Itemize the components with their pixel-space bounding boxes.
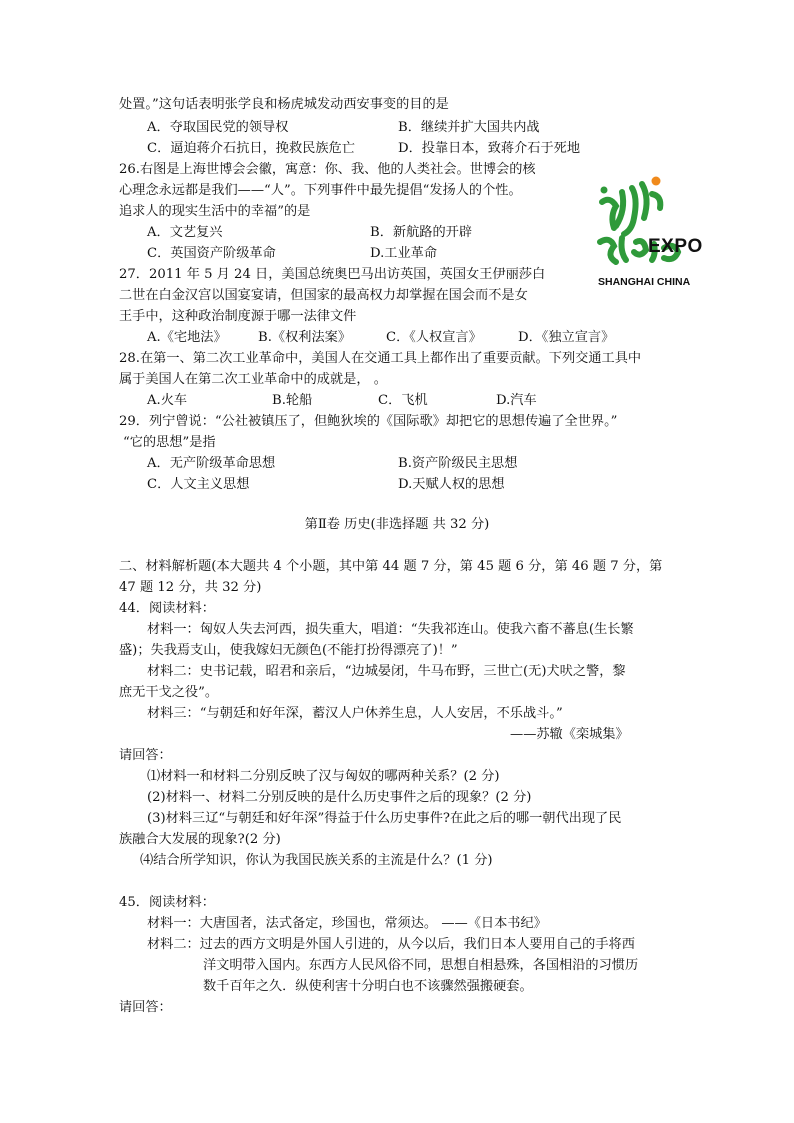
q44-subquestion-3-line1: (3)材料三辽“与朝廷和好年深”得益于什么历史事件?在此之后的哪一朝代出现了民 [147,811,622,826]
q29-option-b: B.资产阶级民主思想 [398,456,518,471]
q44-subquestion-1: ⑴材料一和材料二分别反映了汉与匈奴的哪两种关系？(2 分) [147,769,500,784]
q27-option-b: B.《权利法案》 [258,330,352,345]
q45-material2-line1: 材料二：过去的西方文明是外国人引进的，从今以后，我们日本人要用自己的手将西 [147,937,635,952]
logo-caption: SHANGHAI CHINA [598,276,691,288]
q26-option-a: A．文艺复兴 [147,225,223,240]
q44-material1-line1: 材料一：匈奴人失去河西，损失重大，唱道：“失我祁连山。使我六畜不蕃息(生长繁 [147,622,634,637]
q29-stem-line1: 29．列宁曾说：“公社被镇压了，但鲍狄埃的《国际歌》却把它的思想传遍了全世界。” [119,414,618,429]
q28-option-c: C．飞机 [378,393,428,408]
q44-material3-source: ——苏辙《栾城集》 [510,727,629,742]
q45-material2-line2: 洋文明带入国内。东西方人民风俗不同，思想自相悬殊，各国相沿的习惯历 [203,958,639,973]
part-two-heading: 第Ⅱ卷 历史(非选择题 共 32 分) [304,517,490,532]
q27-option-a: A.《宅地法》 [147,330,227,345]
q28-option-a: A.火车 [147,393,188,408]
q29-stem-line2: “它的思想”是指 [123,435,216,450]
expo-2010-logo [592,172,704,296]
q44-label: 44．阅读材料： [119,601,215,616]
q28-stem-line1: 28.在第一、第二次工业革命中，美国人在交通工具上都作出了重要贡献。下列交通工具中 [119,351,642,366]
q28-option-d: D.汽车 [496,393,537,408]
q26-stem-line2: 心理念永远都是我们——“人”。下列事件中最先提倡“发扬人的个性。 [119,183,522,198]
q45-material2-line3: 数千百年之久．纵使利害十分明白也不该骤然强搬硬套。 [203,979,533,994]
section-heading-line2: 47 题 12 分，共 32 分) [119,580,262,595]
q44-material2-line1: 材料二：史书记载，昭君和亲后，“边城晏闭，牛马布野，三世亡(无)犬吠之警，黎 [147,664,626,679]
q28-option-b: B.轮船 [272,393,313,408]
q45-material1: 材料一：大唐国者，法式备定，珍国也，常须达。 ——《日本书纪》 [147,916,547,931]
q28-stem-line2: 属于美国人在第二次工业革命中的成就是， 。 [119,372,387,387]
q26-option-d: D.工业革命 [370,246,438,261]
q25-option-a: A．夺取国民党的领导权 [147,120,289,135]
q29-option-c: C．人文主义思想 [147,477,250,492]
q29-option-a: A．无产阶级革命思想 [147,456,276,471]
logo-expo-text: EXPO [648,236,703,257]
q44-material3: 材料三：“与朝廷和好年深，蓄汉人户休养生息，人人安居，不乐战斗。” [147,706,563,721]
q27-option-c: C．《人权宣言》 [386,330,482,345]
q25-option-c: C．逼迫蒋介石抗日，挽救民族危亡 [147,141,355,156]
q44-material2-line2: 庶无干戈之役”。 [119,685,219,700]
q27-stem-line3: 王手中，这种政治制度源于哪一法律文件 [119,309,357,324]
q27-stem-line1: 27．2011 年 5 月 24 日，美国总统奥巴马出访英国，英国女王伊丽莎白 [119,267,546,282]
q44-answer-prompt: 请回答： [119,748,172,763]
q25-stem-tail: 处置。”这句话表明张学良和杨虎城发动西安事变的目的是 [119,97,449,112]
q25-option-b: B．继续并扩大国共内战 [398,120,540,135]
q26-option-b: B．新航路的开辟 [370,225,473,240]
q45-label: 45．阅读材料： [119,895,215,910]
q44-material1-line2: 盛)；失我焉支山，使我嫁妇无颜色(不能打扮得漂亮了)！” [119,643,458,658]
q26-option-c: C．英国资产阶级革命 [147,246,276,261]
q27-option-d: D．《独立宣言》 [518,330,615,345]
section-heading-line1: 二、材料解析题(本大题共 4 个小题，其中第 44 题 7 分，第 45 题 6 分，第 46 题 7 分，第 [119,559,663,574]
q29-option-d: D.天赋人权的思想 [398,477,505,492]
q27-stem-line2: 二世在白金汉宫以国宴宴请，但国家的最高权力却掌握在国会而不是女 [119,288,528,303]
q26-stem-line3: 追求人的现实生活中的幸福”的是 [119,204,311,219]
q44-subquestion-3-line2: 族融合大发展的现象?(2 分) [119,832,281,847]
q44-subquestion-2: (2)材料一、材料二分别反映的是什么历史事件之后的现象？(2 分) [147,790,532,805]
q45-answer-prompt: 请回答： [119,1000,172,1015]
q44-subquestion-4: ⑷结合所学知识，你认为我国民族关系的主流是什么？(1 分) [140,853,493,868]
q25-option-d: D．投靠日本，致蒋介石于死地 [398,141,581,156]
q26-stem-line1: 26.右图是上海世博会会徽，寓意：你、我、他的人类社会。世博会的核 [119,162,536,177]
